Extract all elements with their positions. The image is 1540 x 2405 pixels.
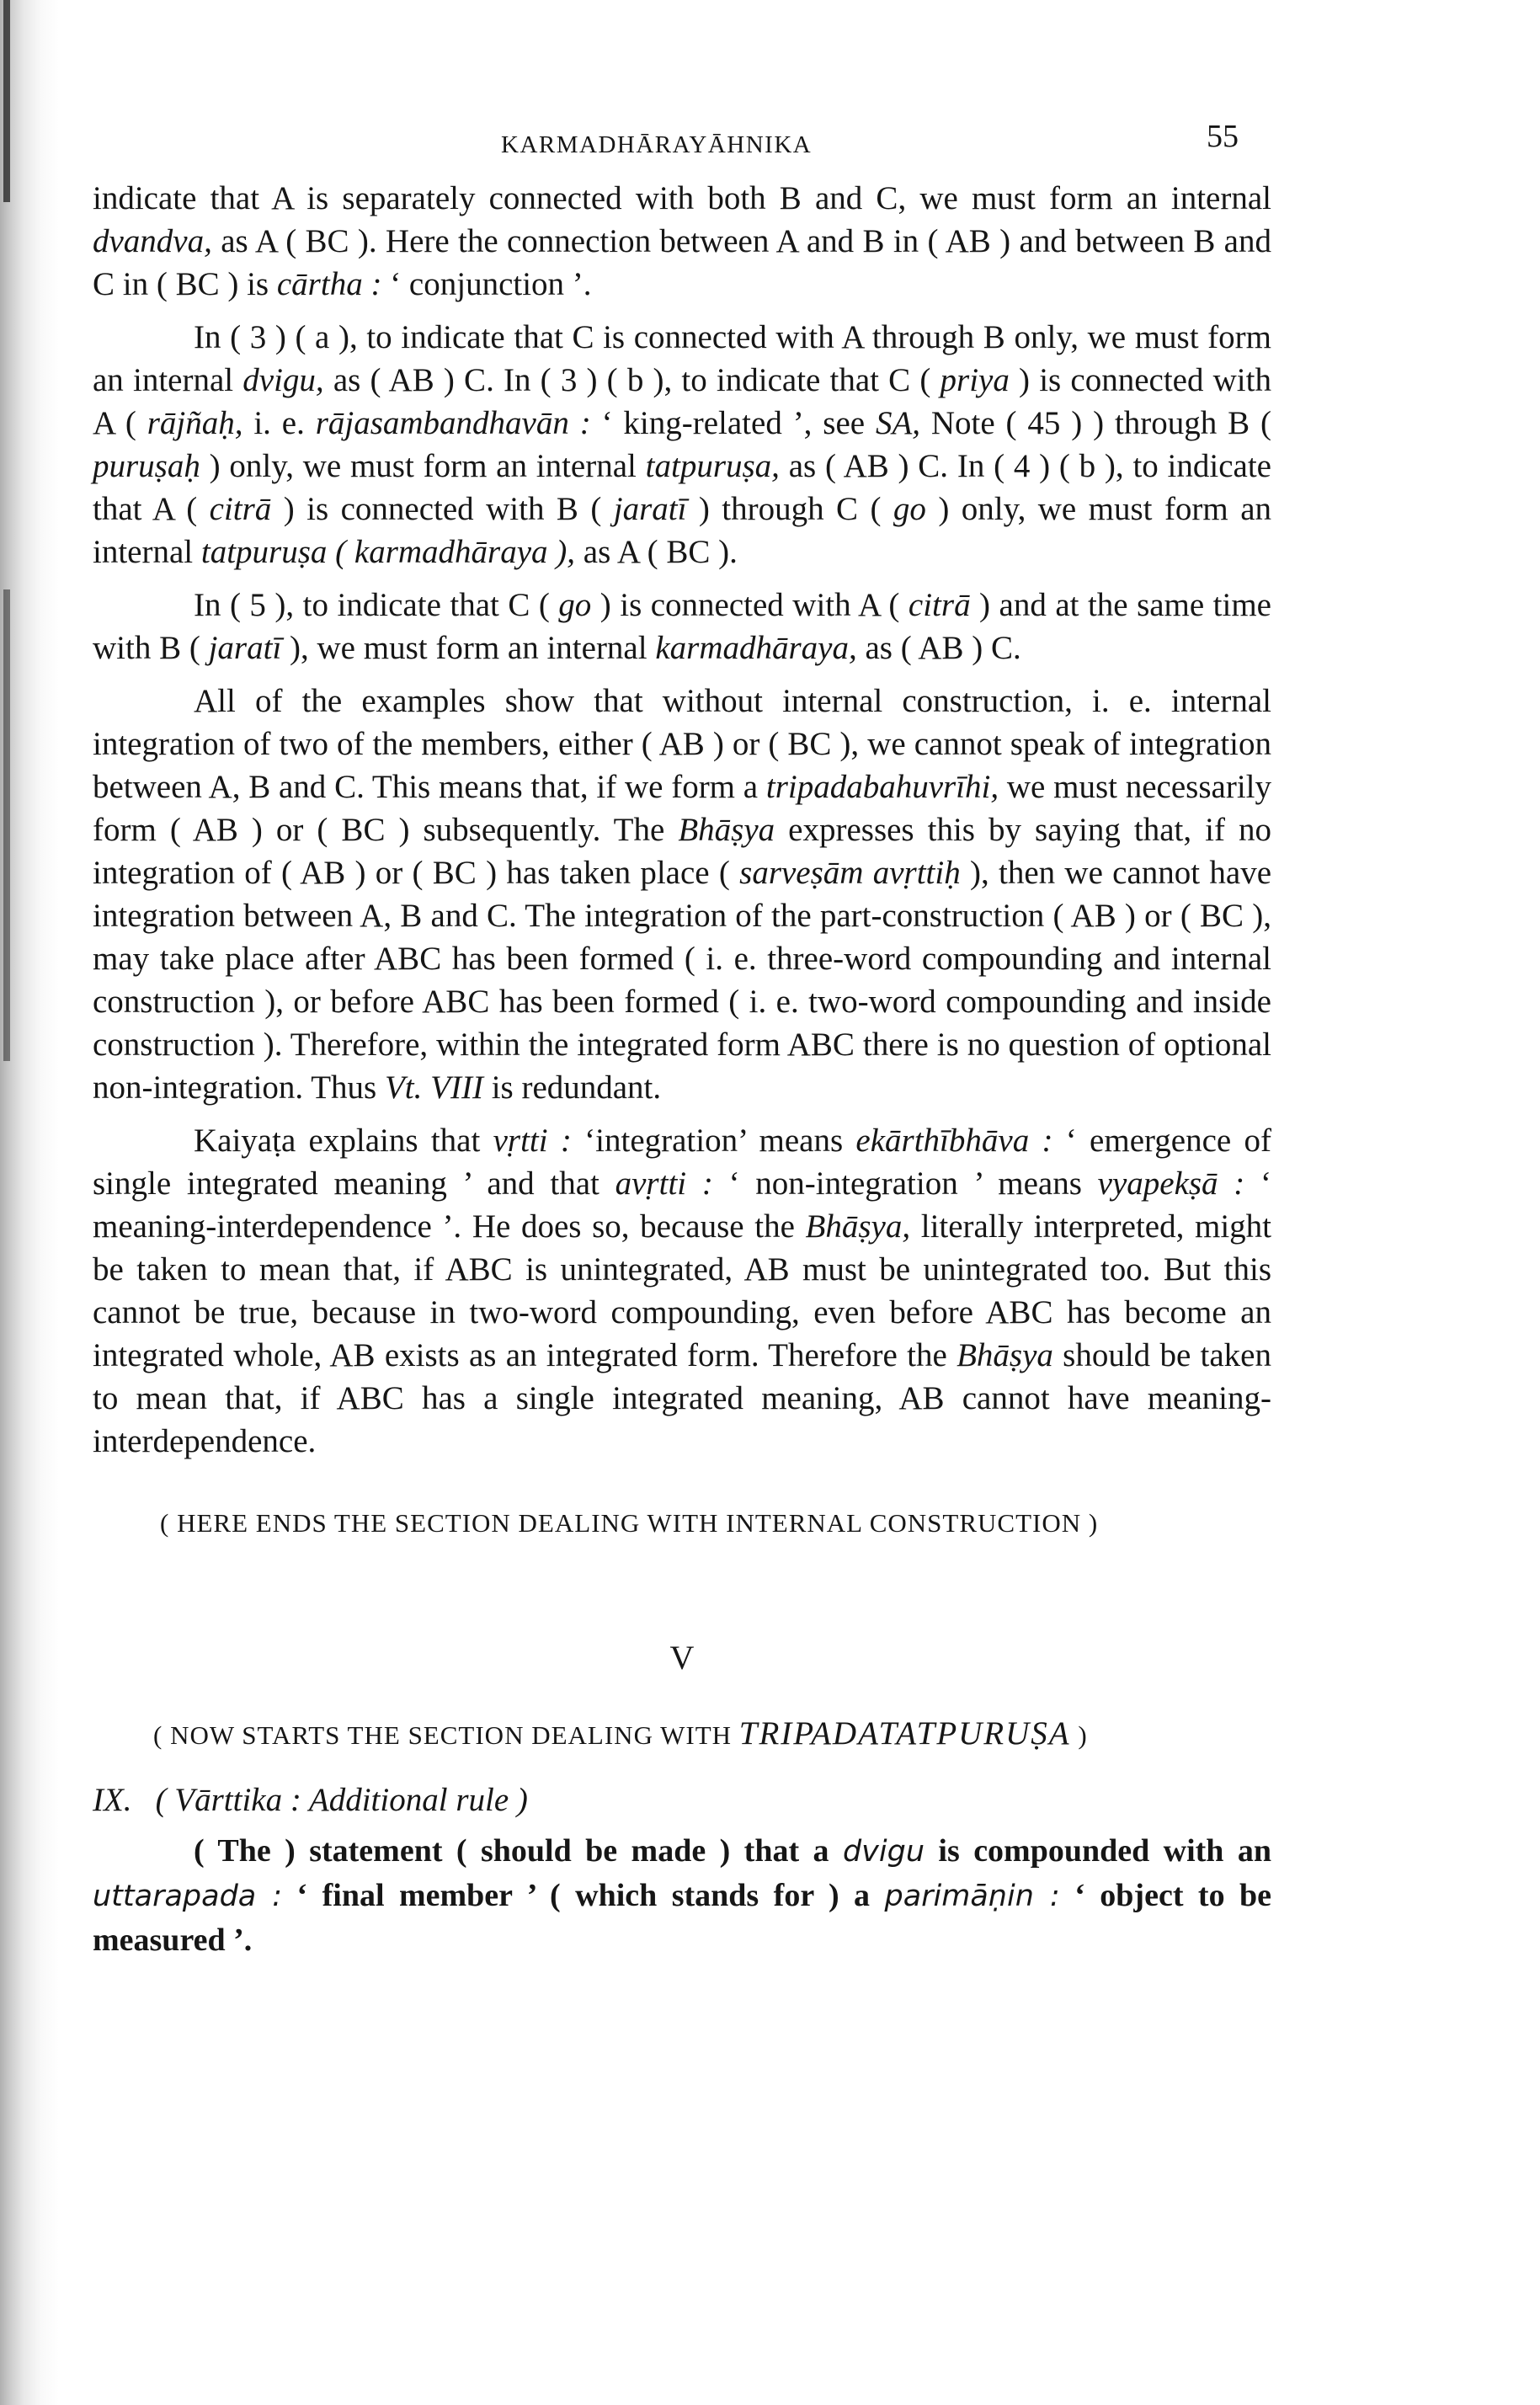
section-number: V [669, 1639, 695, 1677]
paragraph-2: In ( 3 ) ( a ), to indicate that C is connected with A through B only, we must form an internal dvigu, as ( AB ) C. In ( 3 ) ( b ), to indicate that C ( priya ) is connected with A ( rājñaḥ, i. e. rājasambandhavān : ‘ king-related ’, see SA, Note ( 45 ) ) through B ( puruṣaḥ ) only, we must form an internal tatpuruṣa, as ( AB ) C. In ( 4 ) ( b ), to indicate that A ( citrā ) is connected with B ( jaratī ) through C ( go ) only, we must form an internal tatpuruṣa ( karmadhāraya ), as A ( BC ). [93, 319, 1271, 570]
document-page [93, 109, 1271, 1962]
section-start-heading: ( NOW STARTS THE SECTION DEALING WITH TRIPADATATPURUṢA ) [153, 1715, 1088, 1752]
section-end-note: ( HERE ENDS THE SECTION DEALING WITH INTERNAL CONSTRUCTION ) [160, 1508, 1099, 1538]
paragraph-5: Kaiyaṭa explains that vṛtti : ‘integration’ means ekārthībhāva : ‘ emergence of single integrated meaning ’ and that avṛtti : ‘ non-integration ’ means vyapekṣā : ‘ meaning-interdependence ’. He does so, because the Bhāṣya, literally interpreted, might be taken to mean that, if ABC is unintegrated, AB must be unintegrated too. But this cannot be true, because in two-word compounding, even before ABC has become an integrated whole, AB exists as an integrated form. Therefore the Bhāṣya should be taken to mean that, if ABC has a single integrated meaning, AB cannot have meaning-interdependence. [93, 1123, 1272, 1459]
section-title: TRIPADATATPURUṢA [738, 1715, 1071, 1752]
paragraph-3: In ( 5 ), to indicate that C ( go ) is connected with A ( citrā ) and at the same time with B ( jaratī ), we must form an internal karmadhāraya, as ( AB ) C. [93, 587, 1271, 666]
scan-streak [3, 589, 10, 1061]
paragraph-4: All of the examples show that without internal construction, i. e. internal integration of two of the members, either ( AB ) or ( BC ), we cannot speak of integration between A, B and C. This means that, if we form a tripadabahuvrīhi, we must necessarily form ( AB ) or ( BC ) subsequently. The Bhāṣya expresses this by saying that, if no integration of ( AB ) or ( BC ) has taken place ( sarveṣām avṛttiḥ ), then we cannot have integration between A, B and C. The integration of the part-construction ( AB ) or ( BC ), may take place after ABC has been formed ( i. e. three-word compounding and internal construction ), or before ABC has been formed ( i. e. two-word compounding and inside construction ). Therefore, within the integrated form ABC there is no question of optional non-integration. Thus Vt. VIII is redundant. [93, 683, 1272, 1106]
paragraph-1: indicate that A is separately connected with both B and C, we must form an internal dvandva, as A ( BC ). Here the connection between A and B in ( AB ) and between B and C in ( BC ) is cārtha : ‘ conjunction ’. [93, 180, 1271, 302]
running-head: KARMADHĀRAYĀHNIKA [501, 131, 813, 158]
vartika-text: ( The ) statement ( should be made ) that a dvigu is compounded with an uttarapada : ‘ final member ’ ( which stands for ) a parimāṇin : ‘ object to be measured ’. [93, 1833, 1272, 1958]
scan-streak [3, 0, 10, 202]
page-number: 55 [1207, 119, 1239, 154]
scan-shadow-edge [0, 0, 59, 2405]
vartika-heading [93, 1781, 1271, 1819]
vartika-number: IX. [93, 1782, 132, 1818]
vartika-label: ( Vārttika : Additional rule ) [155, 1782, 528, 1818]
body-text [93, 177, 1271, 1463]
page-header [93, 109, 1271, 160]
